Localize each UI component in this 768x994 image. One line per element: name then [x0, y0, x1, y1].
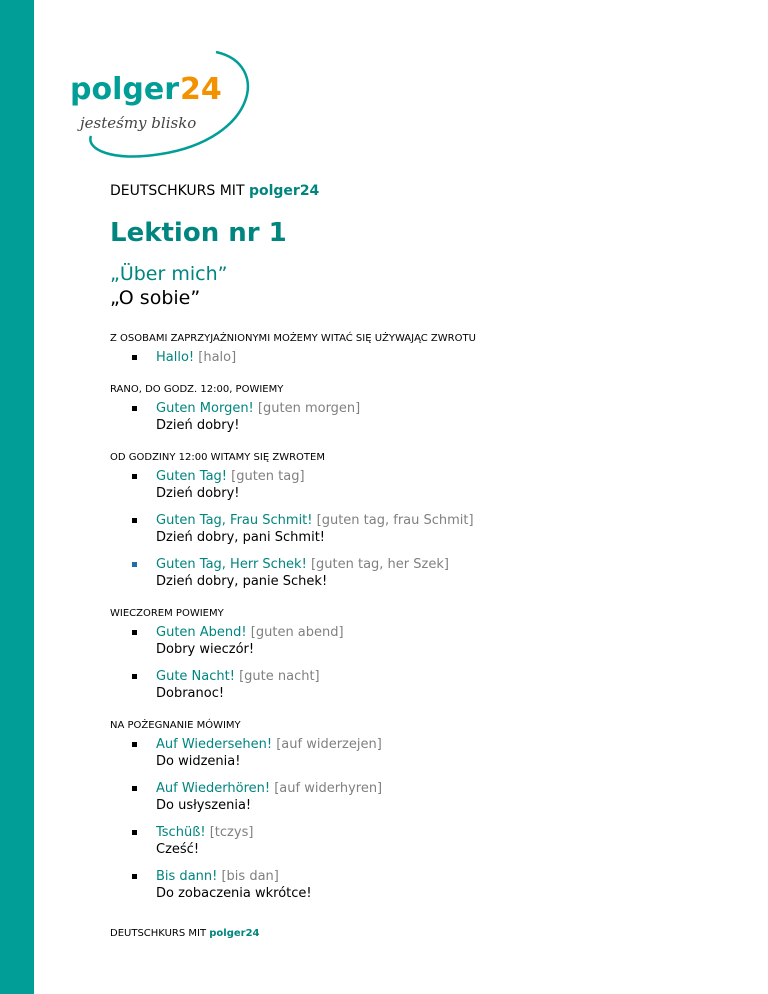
phrase-german: Auf Wiederhören!: [156, 781, 271, 796]
section-heading: NA POŻEGNANIE MÓWIMY: [110, 720, 241, 731]
phrase-polish: Cześć!: [156, 842, 200, 857]
phrase-item: [110, 736, 730, 770]
footer-prefix: DEUTSCHKURS MIT: [110, 928, 210, 939]
phrase-phonetic: [auf widerhyren]: [274, 781, 383, 796]
bullet-icon: [132, 742, 137, 747]
phrase-item: [110, 868, 730, 902]
bullet-icon: [132, 355, 137, 360]
section-evening: [110, 608, 730, 702]
phrase-polish: Dzień dobry!: [156, 486, 240, 501]
bullet-icon: [132, 474, 137, 479]
section-morning: [110, 384, 730, 434]
section-informal-greeting: [110, 333, 730, 366]
bullet-icon: [132, 518, 137, 523]
lesson-content: [110, 333, 730, 912]
phrase-polish: Dzień dobry, pani Schmit!: [156, 530, 325, 545]
footer-brand: polger24: [209, 928, 260, 939]
phrase-phonetic: [gute nacht]: [239, 669, 320, 684]
section-heading: WIECZOREM POWIEMY: [110, 608, 224, 619]
bullet-icon: [132, 830, 137, 835]
bullet-icon: [132, 874, 137, 879]
phrase-german: Bis dann!: [156, 869, 218, 884]
phrase-phonetic: [guten abend]: [250, 625, 344, 640]
phrase-german: Auf Wiedersehen!: [156, 737, 273, 752]
logo-number: 24: [180, 72, 222, 107]
page-footer: [110, 928, 260, 939]
phrase-german: Guten Abend!: [156, 625, 247, 640]
subtitle-german: „Über mich”: [110, 263, 228, 285]
phrase-phonetic: [guten tag, her Szek]: [310, 557, 449, 572]
phrase-polish: Do widzenia!: [156, 754, 241, 769]
phrase-item: [110, 556, 730, 590]
polger24-logo: [66, 44, 266, 164]
course-header: [110, 183, 319, 199]
bullet-icon: [132, 406, 137, 411]
phrase-polish: Dzień dobry, panie Schek!: [156, 574, 328, 589]
phrase-item: [110, 349, 730, 366]
bullet-icon: [132, 630, 137, 635]
bullet-icon: [132, 786, 137, 791]
phrase-phonetic: [tczys]: [209, 825, 254, 840]
phrase-phonetic: [guten morgen]: [257, 401, 361, 416]
phrase-polish: Do zobaczenia wkrótce!: [156, 886, 312, 901]
phrase-polish: Do usłyszenia!: [156, 798, 252, 813]
phrase-polish: Dzień dobry!: [156, 418, 240, 433]
phrase-german: Gute Nacht!: [156, 669, 235, 684]
bullet-icon: [132, 674, 137, 679]
side-bar: [0, 0, 34, 994]
phrase-phonetic: [bis dan]: [221, 869, 279, 884]
phrase-phonetic: [guten tag]: [231, 469, 305, 484]
section-heading: Z OSOBAMI ZAPRZYJAŹNIONYMI MOŻEMY WITAĆ SIĘ UŻYWAJĄC ZWROTU: [110, 333, 476, 344]
section-afternoon: [110, 452, 730, 590]
phrase-german: Tschüß!: [156, 825, 206, 840]
phrase-german: Guten Morgen!: [156, 401, 254, 416]
phrase-phonetic: [auf widerzejen]: [276, 737, 382, 752]
phrase-german: Guten Tag, Frau Schmit!: [156, 513, 313, 528]
phrase-item: [110, 468, 730, 502]
phrase-item: [110, 824, 730, 858]
header-prefix: DEUTSCHKURS MIT: [110, 183, 249, 199]
logo-word: polger: [70, 72, 179, 107]
phrase-item: [110, 624, 730, 658]
phrase-item: [110, 780, 730, 814]
section-heading: OD GODZINY 12:00 WITAMY SIĘ ZWROTEM: [110, 452, 325, 463]
logo-tagline: jesteśmy blisko: [80, 114, 197, 132]
bullet-icon: [132, 562, 137, 567]
phrase-item: [110, 512, 730, 546]
phrase-german: Guten Tag, Herr Schek!: [156, 557, 307, 572]
phrase-item: [110, 668, 730, 702]
phrase-item: [110, 400, 730, 434]
phrase-german: Hallo!: [156, 350, 195, 365]
section-heading: RANO, DO GODZ. 12:00, POWIEMY: [110, 384, 284, 395]
phrase-polish: Dobranoc!: [156, 686, 225, 701]
subtitle-polish: „O sobie”: [110, 287, 201, 309]
header-brand: polger24: [248, 183, 320, 199]
phrase-phonetic: [halo]: [198, 350, 237, 365]
phrase-phonetic: [guten tag, frau Schmit]: [316, 513, 474, 528]
phrase-polish: Dobry wieczór!: [156, 642, 255, 657]
logo-graphic: [66, 44, 266, 164]
section-farewell: [110, 720, 730, 902]
phrase-german: Guten Tag!: [156, 469, 227, 484]
lesson-title: Lektion nr 1: [110, 218, 287, 248]
